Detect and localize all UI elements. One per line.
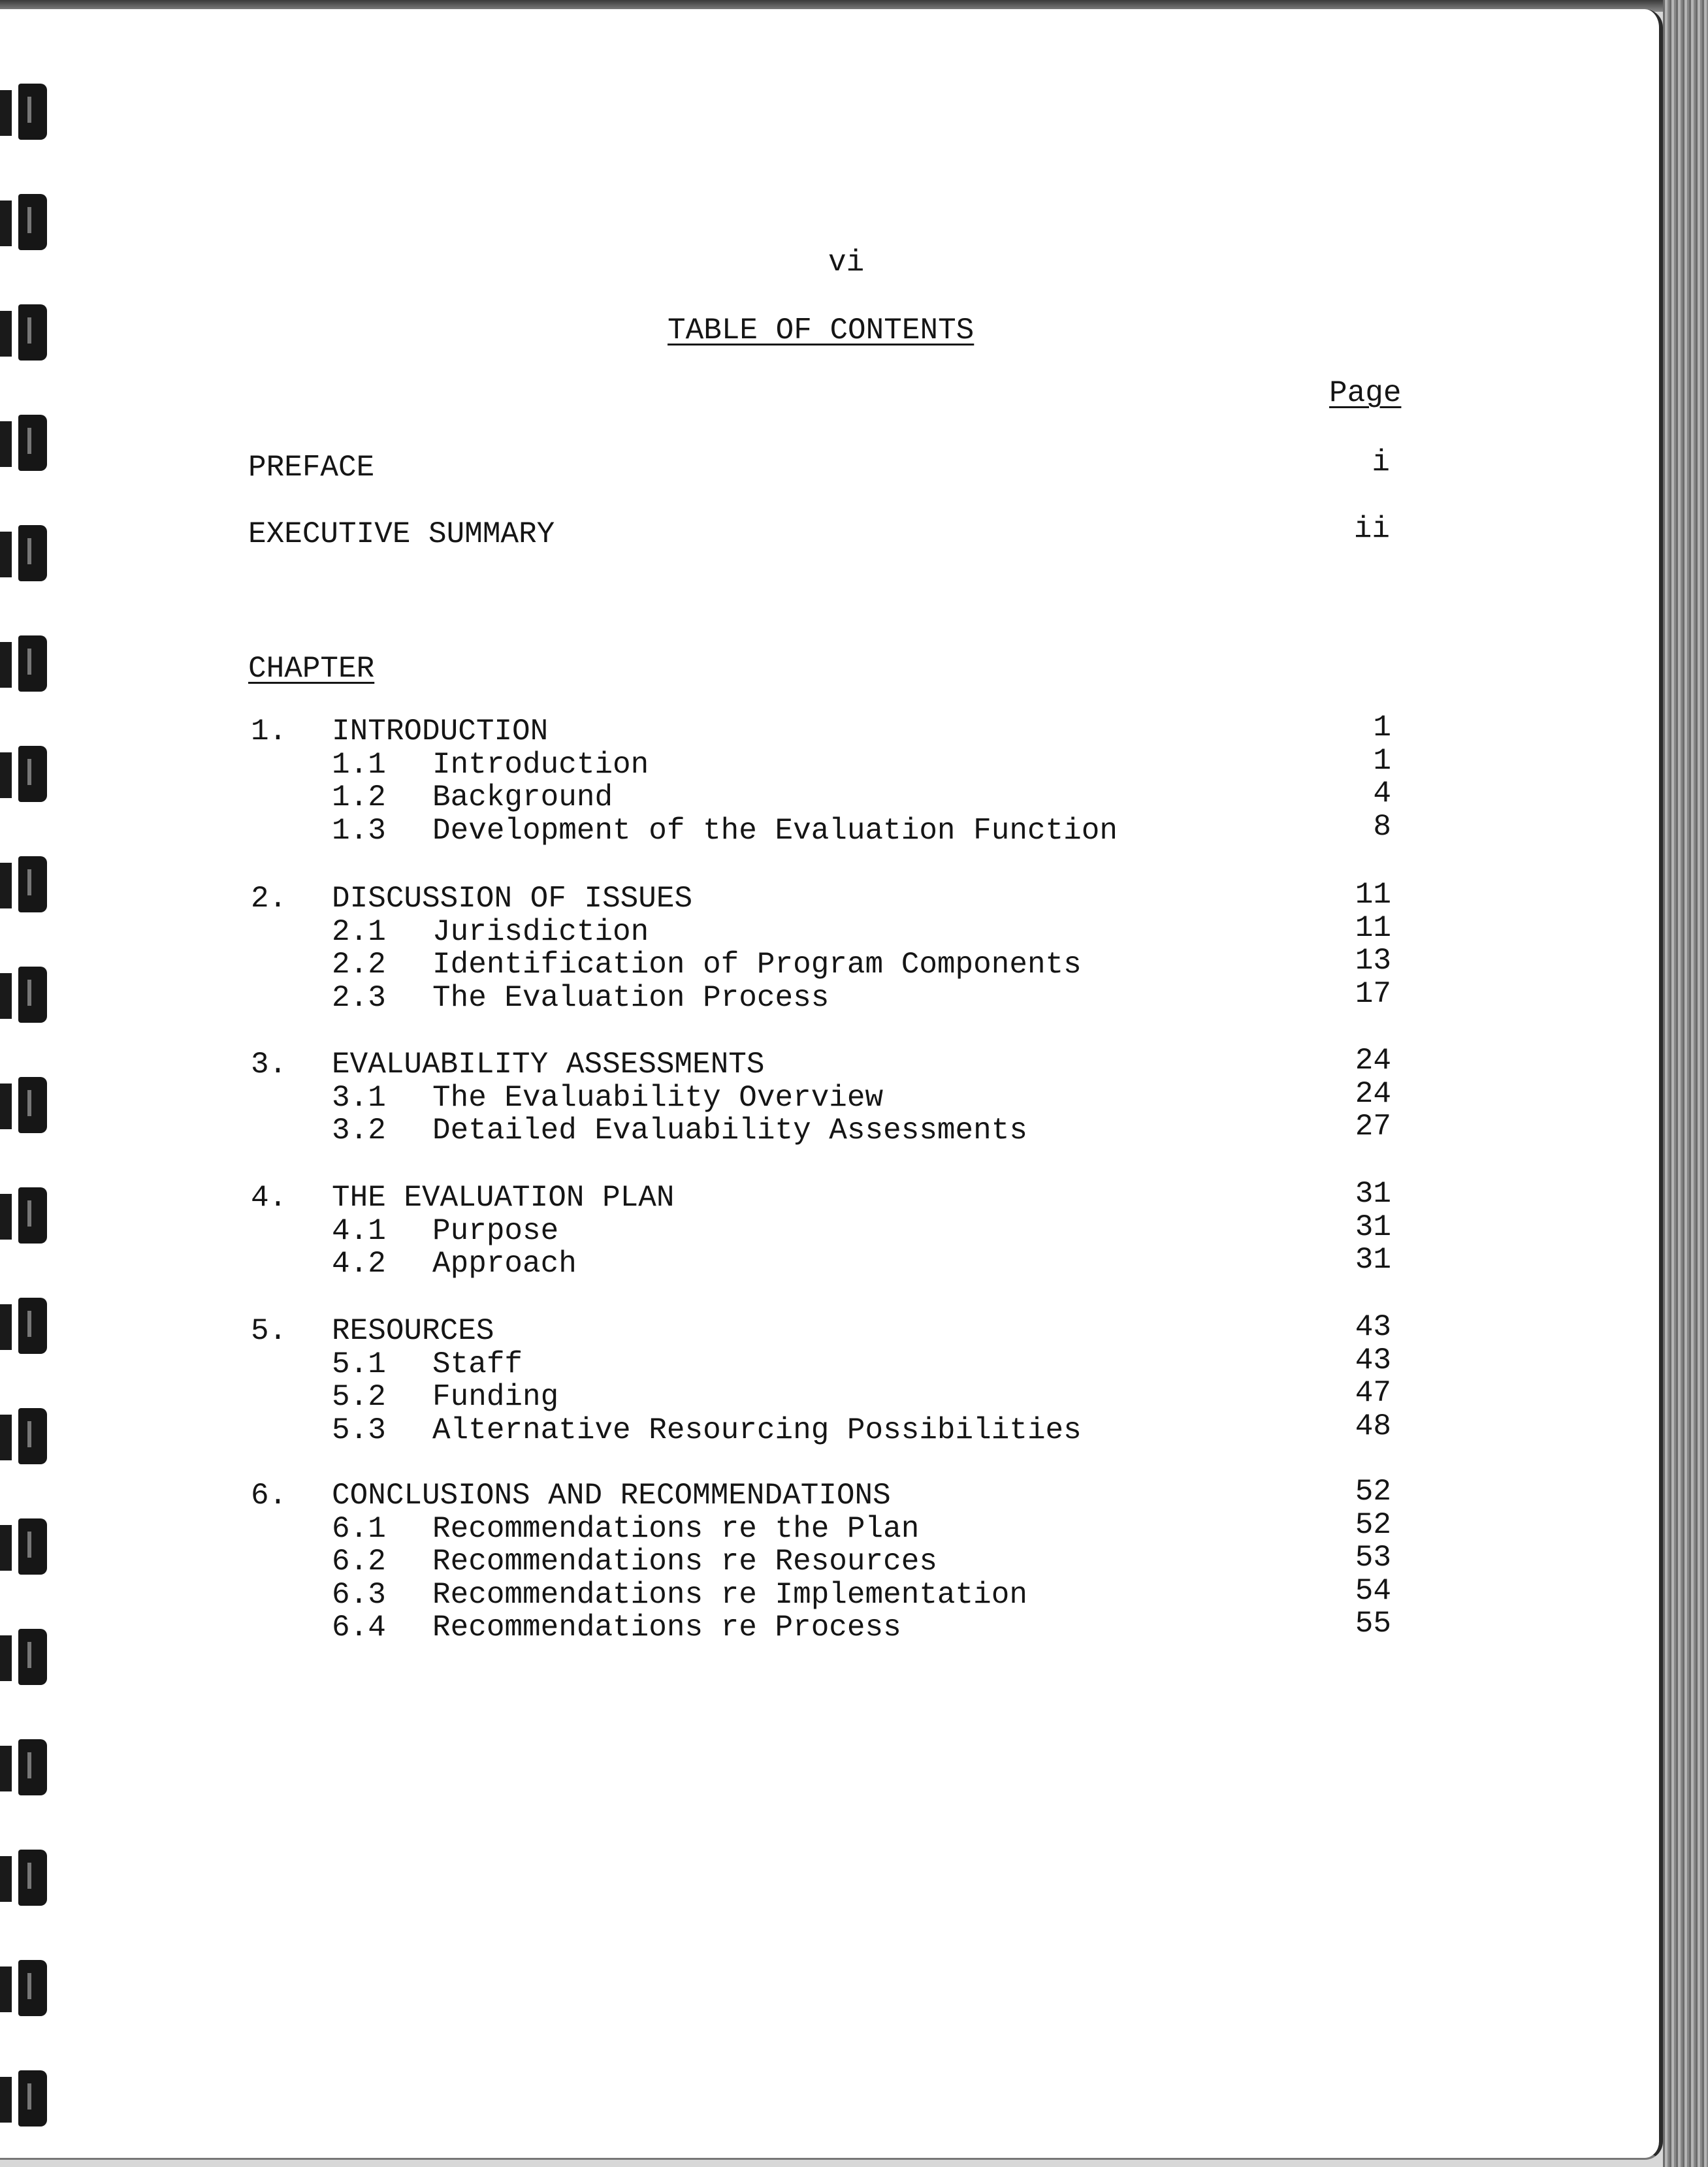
chapter-number: 3. [251, 1048, 287, 1082]
binding-ring [0, 1185, 52, 1244]
binding-ring [0, 1295, 52, 1354]
binding-ring [0, 412, 52, 471]
section-page: 4 [1373, 777, 1391, 811]
section-title: Identification of Program Components [432, 948, 1082, 982]
section-title: Alternative Resourcing Possibilities [432, 1413, 1082, 1447]
section-title: Jurisdiction [432, 915, 649, 949]
toc-entry-title: EXECUTIVE SUMMARY [248, 517, 555, 551]
section-number: 4.1 [332, 1214, 386, 1248]
section-page: 27 [1355, 1110, 1391, 1144]
section-number: 1.2 [332, 780, 386, 814]
chapter-title: CONCLUSIONS AND RECOMMENDATIONS [332, 1479, 891, 1513]
section-number: 1.3 [332, 814, 386, 848]
chapter-page: 31 [1355, 1177, 1391, 1211]
toc-entry-page: i [1372, 445, 1390, 479]
section-number: 6.4 [332, 1611, 386, 1645]
section-page: 48 [1355, 1409, 1391, 1443]
section-page: 52 [1355, 1508, 1391, 1542]
section-page: 11 [1355, 911, 1391, 945]
section-title: Funding [432, 1380, 559, 1414]
section-title: Purpose [432, 1214, 559, 1248]
section-number: 6.2 [332, 1545, 386, 1579]
page-number: vi [828, 246, 865, 280]
section-title: Background [432, 780, 613, 814]
section-page: 13 [1355, 944, 1391, 978]
section-number: 2.2 [332, 948, 386, 982]
binding-ring [0, 1847, 52, 1906]
section-number: 5.2 [332, 1380, 386, 1414]
chapter-title: THE EVALUATION PLAN [332, 1181, 675, 1215]
chapter-number: 6. [251, 1479, 287, 1513]
chapter-number: 2. [251, 882, 287, 916]
section-page: 31 [1355, 1210, 1391, 1244]
toc-entry-title: PREFACE [248, 451, 375, 485]
page-column-heading: Page [1329, 376, 1402, 410]
chapter-number: 1. [251, 714, 287, 748]
page-title: TABLE OF CONTENTS [668, 313, 975, 347]
section-number: 2.3 [332, 981, 386, 1015]
section-page: 43 [1355, 1343, 1391, 1377]
section-number: 3.1 [332, 1081, 386, 1115]
section-title: Introduction [432, 748, 649, 782]
section-page: 8 [1373, 810, 1391, 844]
section-title: The Evaluation Process [432, 981, 830, 1015]
scan-right-edge [1663, 0, 1708, 2167]
chapter-page: 52 [1355, 1475, 1391, 1509]
binding-ring [0, 522, 52, 581]
binding-ring [0, 1405, 52, 1464]
chapter-number: 4. [251, 1181, 287, 1215]
section-title: Approach [432, 1247, 577, 1281]
chapter-page: 11 [1355, 878, 1391, 912]
section-number: 3.2 [332, 1114, 386, 1148]
chapter-heading: CHAPTER [248, 652, 375, 686]
binding-ring [0, 1957, 52, 2016]
chapter-page: 1 [1373, 711, 1391, 745]
binding-ring [0, 1626, 52, 1685]
section-page: 24 [1355, 1077, 1391, 1111]
section-title: Recommendations re the Plan [432, 1512, 920, 1546]
section-title: Development of the Evaluation Function [432, 814, 1118, 848]
binding-ring [0, 743, 52, 802]
binding-ring [0, 633, 52, 692]
section-number: 5.3 [332, 1413, 386, 1447]
section-number: 2.1 [332, 915, 386, 949]
section-title: Detailed Evaluability Assessments [432, 1114, 1027, 1148]
chapter-title: EVALUABILITY ASSESSMENTS [332, 1048, 765, 1082]
section-page: 55 [1355, 1607, 1391, 1641]
binding-ring [0, 1516, 52, 1575]
section-title: Staff [432, 1347, 523, 1381]
section-number: 4.2 [332, 1247, 386, 1281]
toc-entry-page: ii [1353, 512, 1390, 546]
chapter-title: DISCUSSION OF ISSUES [332, 882, 693, 916]
chapter-title: RESOURCES [332, 1314, 494, 1348]
chapter-page: 43 [1355, 1310, 1391, 1344]
chapter-title: INTRODUCTION [332, 714, 549, 748]
section-page: 53 [1355, 1541, 1391, 1575]
section-title: Recommendations re Resources [432, 1545, 937, 1579]
binding-ring [0, 1737, 52, 1795]
section-page: 17 [1355, 977, 1391, 1011]
section-number: 6.1 [332, 1512, 386, 1546]
section-page: 47 [1355, 1376, 1391, 1410]
section-title: The Evaluability Overview [432, 1081, 884, 1115]
section-number: 5.1 [332, 1347, 386, 1381]
chapter-number: 5. [251, 1314, 287, 1348]
binding-ring [0, 854, 52, 912]
binding-ring [0, 302, 52, 361]
section-page: 31 [1355, 1243, 1391, 1277]
section-page: 54 [1355, 1574, 1391, 1608]
section-page: 1 [1373, 744, 1391, 778]
binding-ring [0, 2068, 52, 2127]
binding-ring [0, 1074, 52, 1133]
document-page [0, 9, 1663, 2160]
binding-ring [0, 81, 52, 140]
binding-ring [0, 964, 52, 1023]
chapter-page: 24 [1355, 1044, 1391, 1078]
section-title: Recommendations re Implementation [432, 1578, 1027, 1612]
section-title: Recommendations re Process [432, 1611, 901, 1645]
section-number: 1.1 [332, 748, 386, 782]
binding-ring [0, 191, 52, 250]
section-number: 6.3 [332, 1578, 386, 1612]
